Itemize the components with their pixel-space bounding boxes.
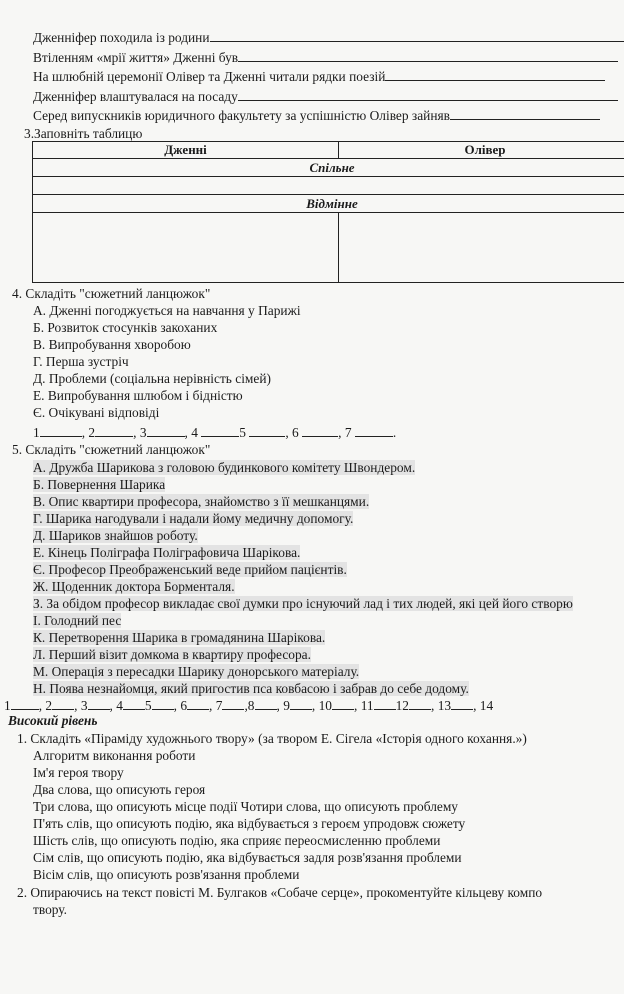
answer-sequence-5: 1 , 2 , 3 , 4 5 , 6 , 7 ,8 , 9 , 10 , 11 12 , 13 , 14 [4, 698, 494, 713]
section-5-title: 5. Складіть "сюжетний ланцюжок" [12, 442, 211, 457]
plot-item: В. Опис квартири професора, знайомство з її мешканцями. [33, 494, 370, 509]
answer-sequence-4: 1 , 2 , 3 , 4 5 , 6 , 7 . [33, 425, 397, 440]
statement-5: Серед випускників юридичного факультету за успішністю Олівер зайняв [33, 107, 600, 124]
statement-4: Дженніфер влаштувалася на посаду [33, 88, 618, 105]
plot-item: І. Голодний пес [33, 613, 122, 628]
comparison-table [32, 141, 624, 283]
plot-item: Е. Випробування шлюбом і бідністю [33, 388, 243, 403]
plot-item: Д. Шариков знайшов роботу. [33, 528, 198, 543]
plot-item: К. Перетворення Шарика в громадянина Шарікова. [33, 630, 326, 645]
task-1-title: 1. Складіть «Піраміду художнього твору» (за твором Е. Сігела «Історія одного кохання.») [17, 731, 527, 746]
common-cell[interactable] [33, 177, 624, 195]
pyramid-line: Сім слів, що описують подію, яка відбувається задля розв'язання проблеми [33, 850, 462, 865]
pyramid-line: Два слова, що описують героя [33, 782, 206, 797]
answer-blank[interactable] [238, 49, 618, 62]
col-header-jenny: Дженні [33, 142, 339, 159]
answer-blank[interactable] [385, 68, 605, 81]
answer-blank[interactable] [238, 88, 618, 101]
plot-item: А. Дружба Шарикова з головою будинкового комітету Швондером. [33, 460, 416, 475]
answer-blank[interactable] [450, 107, 600, 120]
pyramid-line: Вісім слів, що описують розв'язання проблеми [33, 867, 300, 882]
col-header-oliver: Олівер [339, 142, 624, 159]
plot-item: Ж. Щоденник доктора Борменталя. [33, 579, 235, 594]
row-header-different: Відмінне [33, 195, 624, 213]
statement-3: На шлюбній церемонії Олівер та Дженні читали рядки поезій [33, 68, 605, 85]
statement-1: Дженніфер походила із родини [33, 29, 624, 46]
plot-item: Н. Поява незнайомця, який пригостив пса ковбасою і забрав до себе додому. [33, 681, 469, 696]
plot-item: З. За обідом професор викладає свої думки про існуючий лад і тих людей, які цей його створю [33, 596, 573, 611]
different-cell-oliver[interactable] [339, 213, 624, 283]
different-cell-jenny[interactable] [33, 213, 339, 283]
plot-item: Є. Очікувані відповіді [33, 405, 160, 420]
plot-item: Б. Розвиток стосунків закоханих [33, 320, 218, 335]
answer-blank[interactable] [210, 29, 624, 42]
section-3-title: 3.Заповніть таблицю [24, 126, 143, 141]
high-level-title: Високий рівень [8, 713, 98, 728]
pyramid-line: Ім'я героя твору [33, 765, 124, 780]
pyramid-line: П'ять слів, що описують подію, яка відбувається з героєм упродовж сюжету [33, 816, 466, 831]
pyramid-line: Три слова, що описують місце події Чотири слова, що описують проблему [33, 799, 458, 814]
plot-item: Г. Шарика нагодували і надали йому медичну допомогу. [33, 511, 354, 526]
task-2-line-1: 2. Опираючись на текст повісті М. Булгаков «Собаче серце», прокоментуйте кільцеву компо [17, 885, 543, 900]
plot-item: Е. Кінець Поліграфа Поліграфовича Шарікова. [33, 545, 301, 560]
plot-item: А. Дженні погоджується на навчання у Парижі [33, 303, 301, 318]
plot-item: Л. Перший візит домкома в квартиру професора. [33, 647, 311, 662]
plot-item: Д. Проблеми (соціальна нерівність сімей) [33, 371, 271, 386]
task-2-line-2: твору. [33, 902, 67, 917]
pyramid-line: Алгоритм виконання роботи [33, 748, 196, 763]
section-4-title: 4. Складіть "сюжетний ланцюжок" [12, 286, 211, 301]
plot-item: Г. Перша зустріч [33, 354, 129, 369]
plot-item: Є. Професор Преображенський веде прийом пацієнтів. [33, 562, 347, 577]
plot-item: В. Випробування хворобою [33, 337, 191, 352]
pyramid-line: Шість слів, що описують подію, яка сприяє переосмисленню проблеми [33, 833, 441, 848]
plot-item: М. Операція з пересадки Шарику донорського матеріалу. [33, 664, 360, 679]
row-header-common: Спільне [33, 159, 624, 177]
statement-2: Втіленням «мрії життя» Дженні був [33, 49, 618, 66]
plot-item: Б. Повернення Шарика [33, 477, 166, 492]
